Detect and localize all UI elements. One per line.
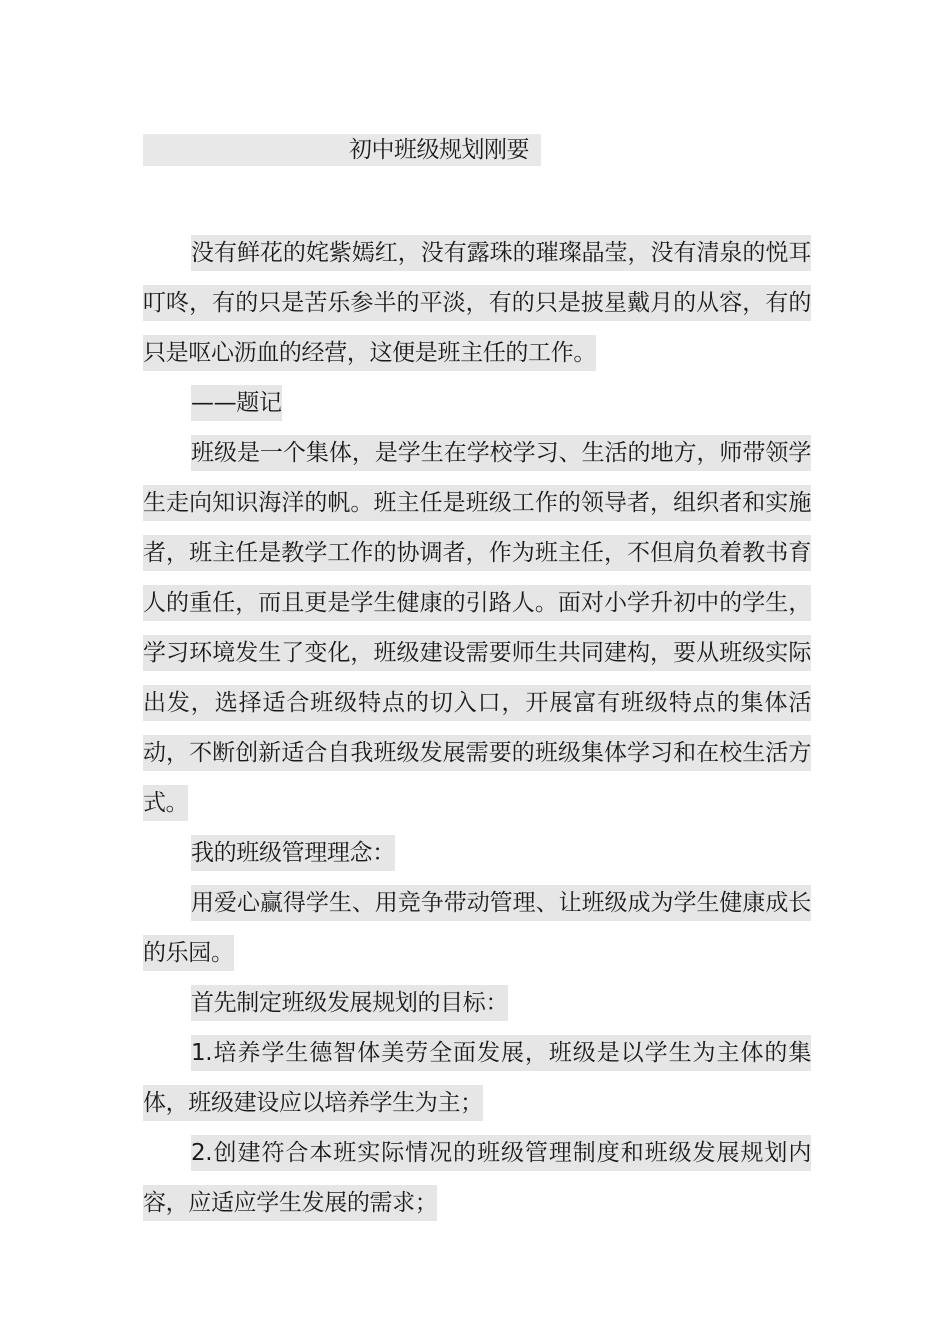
paragraph-text: ——题记 bbox=[191, 385, 282, 421]
paragraph-philosophy-heading bbox=[143, 828, 811, 878]
paragraph-philosophy bbox=[143, 878, 811, 978]
paragraph-text: 首先制定班级发展规划的目标： bbox=[191, 985, 508, 1021]
paragraph-goal-1 bbox=[143, 1028, 811, 1128]
title-highlight bbox=[143, 134, 541, 166]
paragraph-class-introduction bbox=[143, 428, 811, 828]
paragraph-text: 班级是一个集体，是学生在学校学习、生活的地方，师带领学生走向知识海洋的帆。班主任是班级工作的领导者，组织者和实施者，班主任是教学工作的协调者，作为班主任，不但肩负着教书育人的重任，而且更是学生健康的引路人。面对小学升初中的学生，学习环境发生了变化，班级建设需要师生共同建构，要从班级实际出发，选择适合班级特点的切入口，开展富有班级特点的集体活动，不断创新适合自我班级发展需要的班级集体学习和在校生活方式。 bbox=[143, 435, 811, 821]
paragraph-text: 1.培养学生德智体美劳全面发展，班级是以学生为主体的集体，班级建设应以培养学生为主； bbox=[143, 1035, 811, 1121]
paragraph-epigraph bbox=[143, 228, 811, 378]
paragraph-text: 用爱心赢得学生、用竞争带动管理、让班级成为学生健康成长的乐园。 bbox=[143, 885, 811, 971]
document-body bbox=[143, 228, 811, 1228]
paragraph-text: 2.创建符合本班实际情况的班级管理制度和班级发展规划内容，应适应学生发展的需求； bbox=[143, 1135, 811, 1221]
paragraph-goal-2 bbox=[143, 1128, 811, 1228]
paragraph-goals-heading bbox=[143, 978, 811, 1028]
paragraph-epigraph-attribution bbox=[143, 378, 811, 428]
paragraph-text: 没有鲜花的姹紫嫣红，没有露珠的璀璨晶莹，没有清泉的悦耳叮咚，有的只是苦乐参半的平淡，有的只是披星戴月的从容，有的只是呕心沥血的经营，这便是班主任的工作。 bbox=[143, 235, 811, 371]
paragraph-text: 我的班级管理理念： bbox=[191, 835, 395, 871]
document-title: 初中班级规划刚要 bbox=[349, 137, 529, 163]
